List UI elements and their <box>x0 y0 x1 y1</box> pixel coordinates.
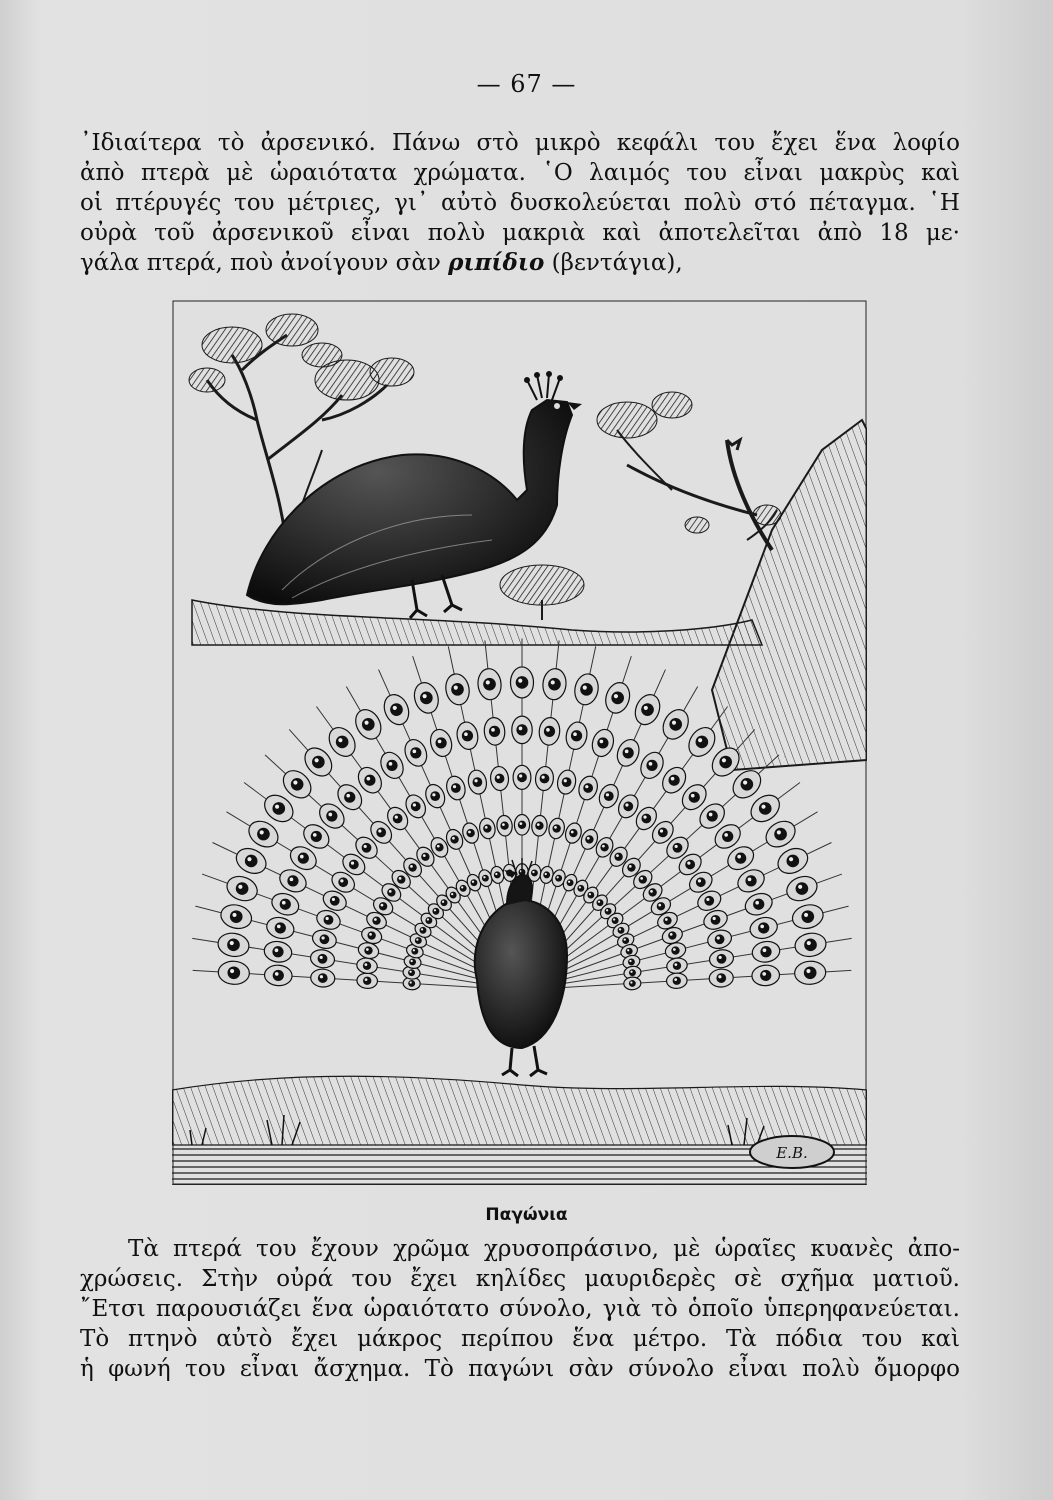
text-line: Τὸ πτηνὸ αὐτὸ ἔχει μάκρος περίπου ἕνα μέτρο. Τὰ πόδια του καὶ <box>80 1326 960 1352</box>
text-line: ᾿Ιδιαίτερα τὸ ἀρσενικό. Πάνω στὸ μικρὸ κεφάλι του ἔχει ἕνα λοφίο <box>80 130 960 156</box>
ground-foreground <box>172 1076 867 1185</box>
feather-eye <box>623 977 641 991</box>
text-line: ἡ φωνή του εἶναι ἄσχημα. Τὸ παγώνι σὰν σύνολο εἶναι πολὺ ὄμορφο <box>80 1356 960 1382</box>
text-line: Τὰ πτερά του ἔχουν χρῶμα χρυσοπράσινο, μὲ ὡραῖες κυανὲς ἀπο- <box>128 1236 960 1262</box>
signature-mark: Ε.Β. <box>776 1144 808 1162</box>
signature-stone <box>750 1136 834 1168</box>
text-line: ἀπὸ πτερὰ μὲ ὡραιότατα χρώματα. ῾Ο λαιμός του εἶναι μακρὺς καὶ <box>80 160 960 186</box>
bottom-paragraph <box>80 1234 960 1384</box>
text-line <box>80 248 960 278</box>
text-segment: γάλα πτερά, ποὺ ἀνοίγουν σὰν <box>80 250 449 276</box>
figure-caption: Παγώνια <box>485 1205 568 1225</box>
feather-eye <box>511 667 534 698</box>
peacock-engraving <box>172 300 867 1185</box>
feather-eye <box>513 765 531 789</box>
feather-eye <box>514 815 529 836</box>
page-number: — 67 — <box>476 70 577 98</box>
text-line: οὐρὰ τοῦ ἀρσενικοῦ εἶναι πολὺ μακριὰ καὶ ἀποτελεῖται ἀπὸ 18 με· <box>80 220 960 246</box>
text-line: ῎Ετσι παρουσιάζει ἕνα ὡραιότατο σύνολο, γιὰ τὸ ὁποῖο ὑπερηφανεύεται. <box>80 1296 960 1322</box>
text-segment: (βεντάγια), <box>544 250 683 276</box>
top-paragraph <box>80 128 960 278</box>
feather-eye <box>512 716 532 744</box>
emphasized-term: ριπίδιο <box>448 249 545 276</box>
text-line: οἱ πτέρυγές του μέτριες, γι᾿ αὐτὸ δυσκολεύεται πολὺ στό πέταγμα. ῾Η <box>80 190 960 216</box>
text-line: χρώσεις. Στὴν οὐρά του ἔχει κηλίδες μαυριδερὲς σὲ σχῆμα ματιοῦ. <box>80 1266 960 1292</box>
